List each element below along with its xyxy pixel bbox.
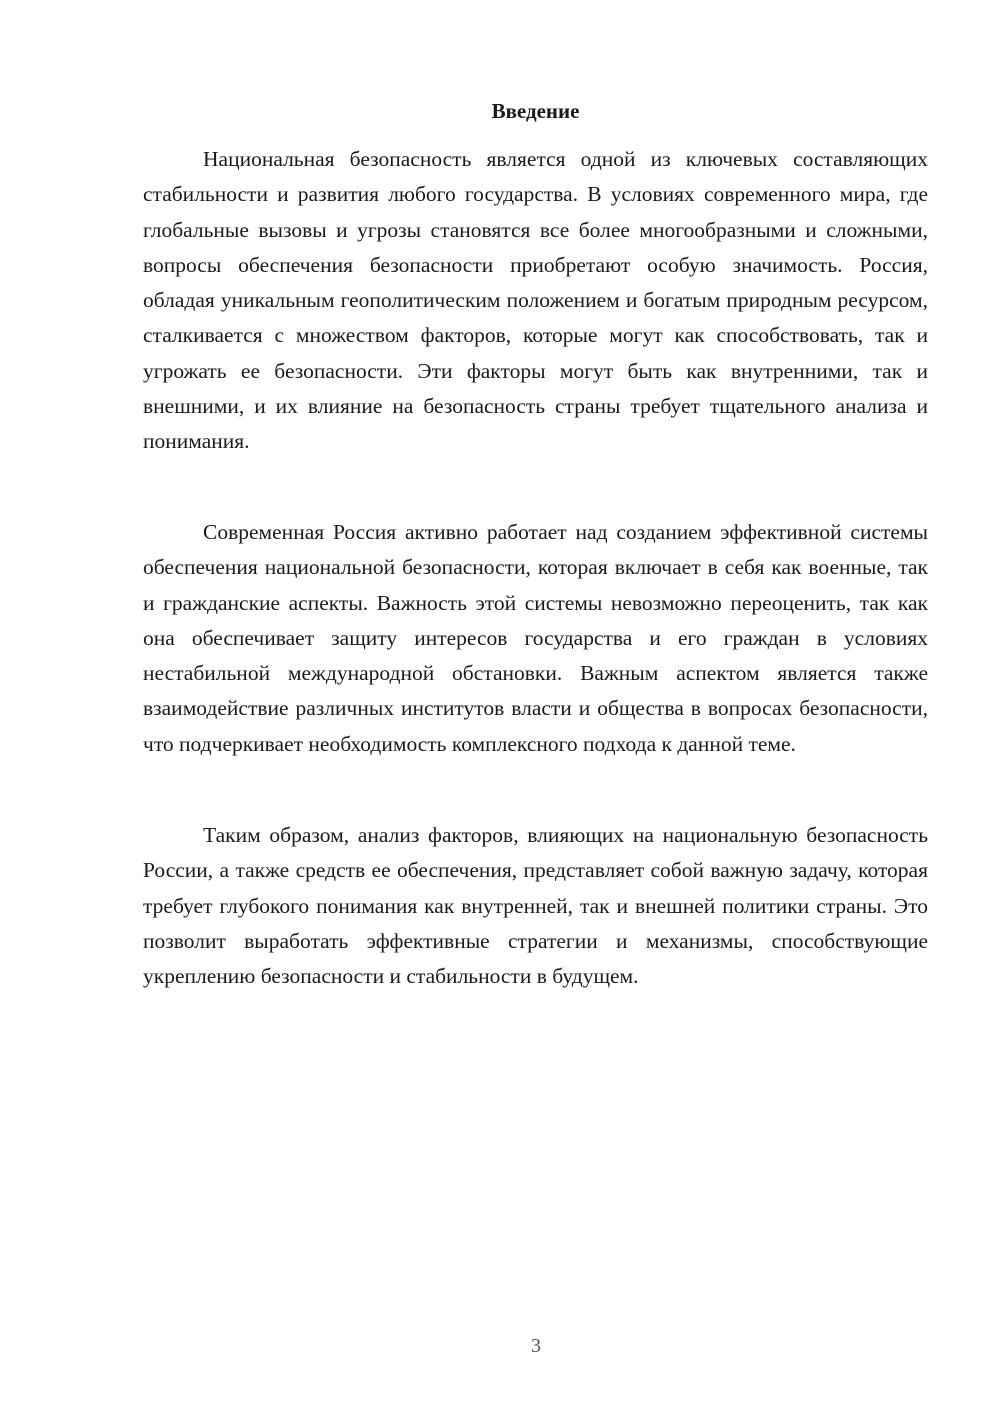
section-title: Введение xyxy=(491,99,580,123)
paragraph-1: Национальная безопасность является одной из ключевых составляющих стабильности и развития любого государства. В условиях современного мира, где глобальные вызовы и угрозы становятся все более многообразными и сложными, вопросы обеспечения безопасности приобретают особую значимость. Россия, обладая уникальным геополитическим положением и богатым природным ресурсом, сталкивается с множеством факторов, которые могут как способствовать, так и угрожать ее безопасности. Эти факторы могут быть как внутренними, так и внешними, и их влияние на безопасность страны требует тщательного анализа и понимания. xyxy=(143,147,928,454)
paragraph-3: Таким образом, анализ факторов, влияющих на национальную безопасность России, а также средств ее обеспечения, представляет собой важную задачу, которая требует глубокого понимания как внутренней, так и внешней политики страны. Это позволит выработать эффективные стратегии и механизмы, способствующие укреплению безопасности и стабильности в будущем. xyxy=(143,823,928,989)
page-number: 3 xyxy=(531,1335,541,1357)
paragraph-2: Современная Россия активно работает над созданием эффективной системы обеспечения национальной безопасности, которая включает в себя как военные, так и гражданские аспекты. Важность этой системы невозможно переоценить, так как она обеспечивает защиту интересов государства и его граждан в условиях нестабильной международной обстановки. Важным аспектом является также взаимодействие различных институтов власти и общества в вопросах безопасности, что подчеркивает необходимость комплексного подхода к данной теме. xyxy=(143,520,928,756)
